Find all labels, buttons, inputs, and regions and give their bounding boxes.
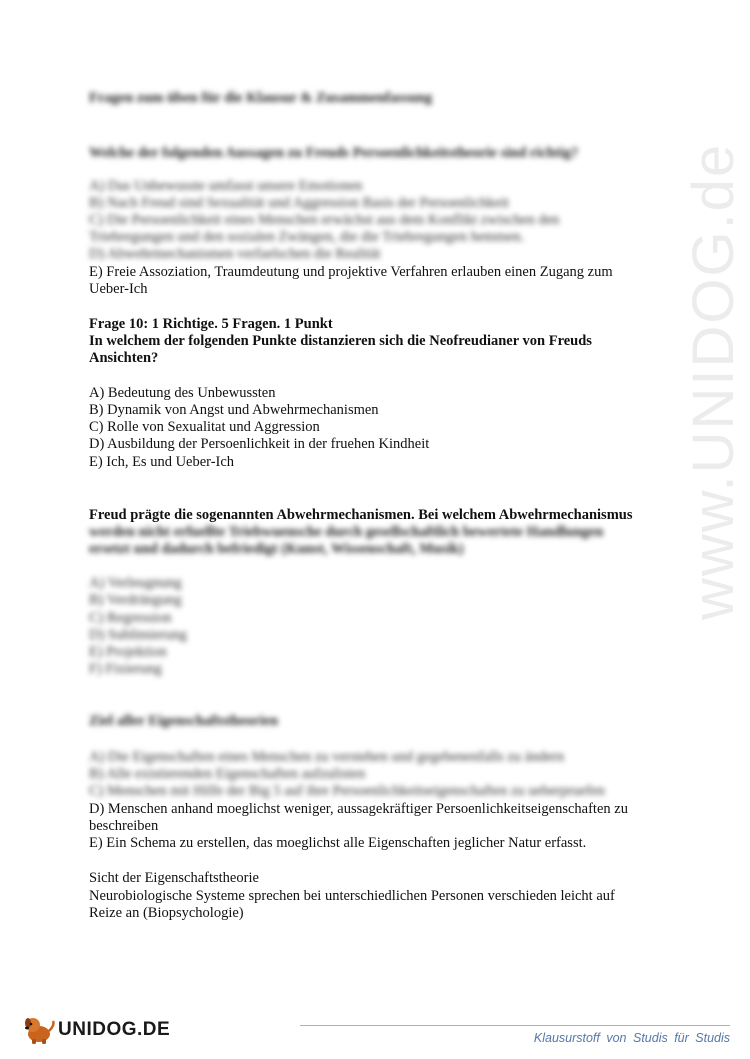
logo-text: UNIDOG.DE (58, 1019, 171, 1040)
footer-divider (300, 1025, 730, 1026)
abwehr-option: E) Projektion (89, 644, 167, 660)
abwehr-option: F) Fixierung (89, 661, 162, 677)
eigen-option: B) Alle existierenden Eigenschaften aufzulisten (89, 766, 366, 782)
q1-option-e: E) Freie Assoziation, Traumdeutung und projektive Verfahren erlauben einen Zugang zum (89, 264, 613, 280)
watermark: www.UNIDOG.de (681, 142, 746, 620)
unidog-logo[interactable] (22, 1012, 170, 1048)
document-heading: Fragen zum üben für die Klausur & Zusammenfassung (89, 90, 433, 106)
footer-slogan: Klausurstoff von Studis für Studis (533, 1031, 730, 1045)
q10-option: E) Ich, Es und Ueber-Ich (89, 454, 235, 470)
eigen-option: A) Die Eigenschaften eines Menschen zu verstehen und gegebenenfalls zu ändern (89, 749, 565, 765)
q10-option: C) Rolle von Sexualitat und Aggression (89, 419, 320, 435)
abwehr-question-cont: ersetzt und dadurch befriedigt (Kunst, Wissenschaft, Musik) (89, 541, 464, 557)
q1-option: B) Nach Freud sind Sexualität und Aggression Basis der Persoenlichkeit (89, 195, 510, 211)
abwehr-option: A) Verleugnung (89, 575, 182, 591)
eigen-option: C) Menschen mit Hilfe der Big 5 auf ihre Persoenlichkeitseigenschaften zu ueberpruefen (89, 783, 605, 799)
q1-option-e-cont: Ueber-Ich (89, 281, 148, 297)
q10-question: In welchem der folgenden Punkte distanzieren sich die Neofreudianer von Freuds (89, 333, 592, 349)
abwehr-option: B) Verdrängung (89, 592, 182, 608)
eigen-option-d-cont: beschreiben (89, 818, 159, 834)
eigen-title: Ziel aller Eigenschaftstheorien (89, 713, 279, 729)
note-line: Neurobiologische Systeme sprechen bei unterschiedlichen Personen verschieden leicht auf (89, 888, 615, 904)
note-line: Reize an (Biopsychologie) (89, 905, 244, 921)
q10-question-cont: Ansichten? (89, 350, 159, 366)
q10-option: B) Dynamik von Angst und Abwehrmechanismen (89, 402, 379, 418)
q10-label: Frage 10: 1 Richtige. 5 Fragen. 1 Punkt (89, 316, 333, 332)
q1-option: D) Abwehrmechanismen verfaelschen die Realität (89, 246, 381, 262)
eigen-option-e: E) Ein Schema zu erstellen, das moeglichst alle Eigenschaften jeglicher Natur erfasst. (89, 835, 587, 851)
note-line: Sicht der Eigenschaftstheorie (89, 870, 259, 886)
abwehr-question-cont: werden nicht erfuellte Triebwuensche durch gesellschaftlich bewertete Handlungen (89, 524, 604, 540)
q1-option: A) Das Unbewusste umfasst unsere Emotionen (89, 178, 363, 194)
q10-option: A) Bedeutung des Unbewussten (89, 385, 276, 401)
dog-icon (22, 1015, 56, 1045)
q1-option: Triebregungen und den sozialen Zwängen, die die Triebregungen hemmen. (89, 229, 525, 245)
eigen-option-d: D) Menschen anhand moeglichst weniger, aussagekräftiger Persoenlichkeitseigenschaften zu (89, 801, 628, 817)
q1-question: Welche der folgenden Aussagen zu Freuds Persoenlichkeitstheorie sind richtig? (89, 145, 579, 161)
abwehr-question: Freud prägte die sogenannten Abwehrmechanismen. Bei welchem Abwehrmechanismus (89, 507, 633, 523)
abwehr-option: C) Regression (89, 610, 172, 626)
q10-option: D) Ausbildung der Persoenlichkeit in der fruehen Kindheit (89, 436, 430, 452)
abwehr-option: D) Sublimierung (89, 627, 187, 643)
q1-option: C) Die Persoenlichkeit eines Menschen erwächst aus dem Konflikt zwischen den (89, 212, 560, 228)
